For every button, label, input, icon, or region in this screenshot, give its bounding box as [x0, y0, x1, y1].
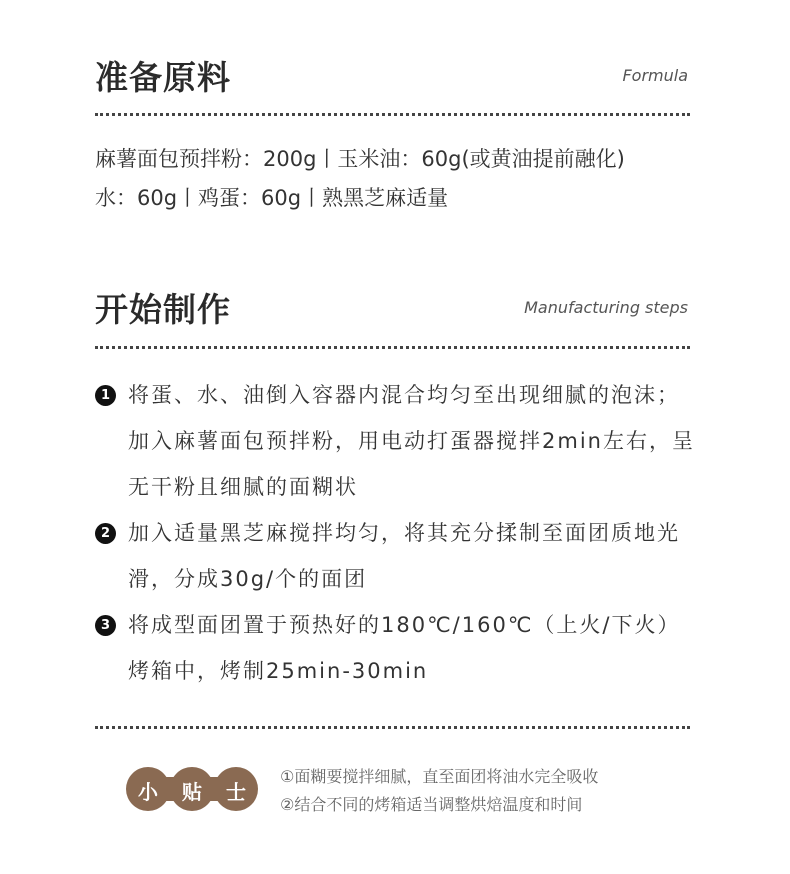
- step-text: 加入适量黑芝麻搅拌均匀，将其充分揉制至面团质地光滑，分成30g/个的面团: [128, 521, 680, 591]
- step-item: [95, 510, 695, 602]
- tip-item: ②结合不同的烤箱适当调整烘焙温度和时间: [280, 795, 583, 814]
- tips-label-char: 贴: [182, 780, 202, 804]
- step-number-badge: 2: [95, 523, 116, 544]
- step-text: 将蛋、水、油倒入容器内混合均匀至出现细腻的泡沫；加入麻薯面包预拌粉，用电动打蛋器搅拌2min左右，呈无干粉且细腻的面糊状: [128, 383, 695, 499]
- method-subtitle: Manufacturing steps: [524, 298, 688, 317]
- tips-label-char: 士: [226, 780, 246, 804]
- ingredients-title: 准备原料: [95, 58, 231, 97]
- steps-list: [95, 372, 695, 694]
- step-number-badge: 3: [95, 615, 116, 636]
- ingredients-line-1: 麻薯面包预拌粉：200g丨玉米油：60g(或黄油提前融化): [95, 147, 625, 171]
- dotted-divider: [95, 113, 690, 116]
- ingredients-header: [95, 52, 690, 96]
- dotted-divider: [95, 726, 690, 729]
- ingredients-line-2: 水：60g丨鸡蛋：60g丨熟黑芝麻适量: [95, 186, 449, 210]
- method-header: [95, 284, 690, 328]
- step-text: 将成型面团置于预热好的180℃/160℃（上火/下火）烤箱中，烤制25min-30min: [128, 613, 681, 683]
- step-item: [95, 372, 695, 510]
- ingredients-subtitle: Formula: [622, 66, 688, 85]
- method-title: 开始制作: [95, 290, 231, 329]
- tips-label-char: 小: [138, 780, 158, 804]
- tip-item: ①面糊要搅拌细腻，直至面团将油水完全吸收: [280, 767, 599, 786]
- step-number-badge: 1: [95, 385, 116, 406]
- step-item: [95, 602, 695, 694]
- dotted-divider: [95, 346, 690, 349]
- tips-label: [124, 765, 260, 813]
